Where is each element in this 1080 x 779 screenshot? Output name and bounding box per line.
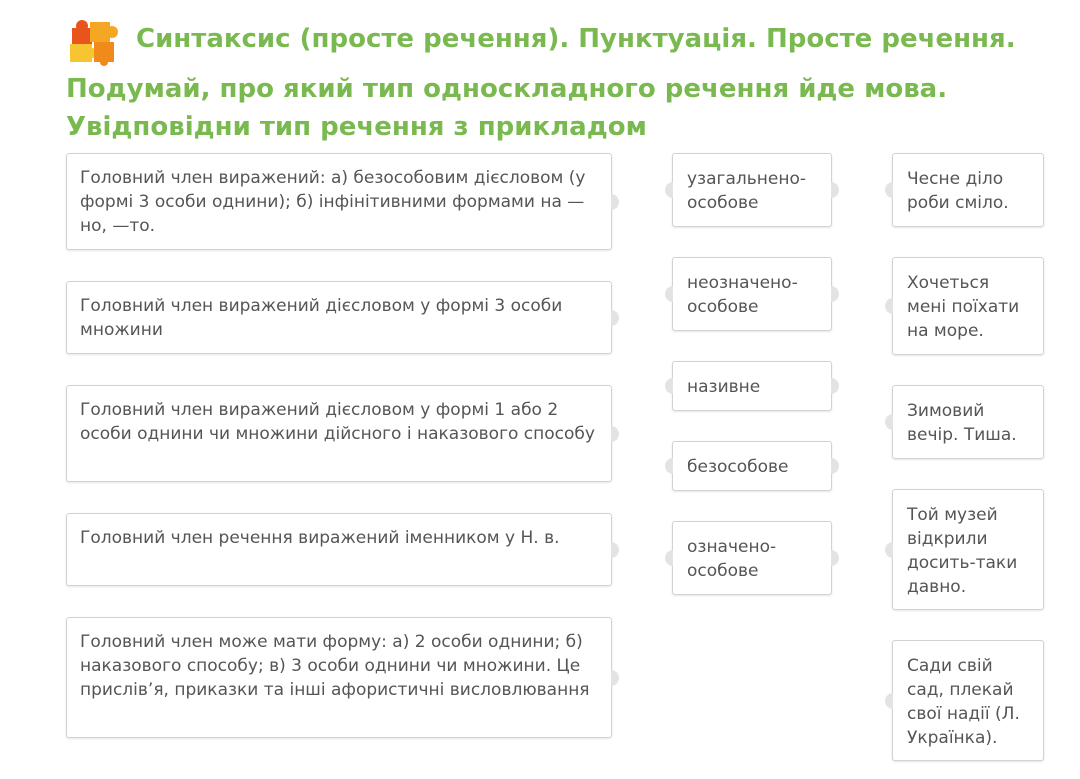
example-card[interactable] [892, 257, 1044, 355]
type-card[interactable] [672, 361, 832, 411]
connector-knob [665, 182, 673, 198]
type-card[interactable] [672, 521, 832, 595]
question-line-1: Подумай, про який тип односкладного речення йде мова. [66, 74, 948, 104]
type-text: узагальнено-особове [687, 169, 806, 213]
example-text: Сади свій сад, плекай свої надії (Л. Українка). [907, 656, 1020, 748]
connector-knob [611, 310, 619, 326]
type-text: неозначено-особове [687, 273, 798, 317]
definition-text: Головний член виражений дієсловом у формі 1 або 2 особи однини чи множини дійсного і наказового способу [80, 400, 595, 444]
connector-knob [831, 182, 839, 198]
connector-knob [665, 378, 673, 394]
definition-card[interactable] [66, 385, 612, 482]
type-text: безособове [687, 457, 789, 477]
example-text: Чесне діло роби сміло. [907, 169, 1009, 213]
type-card[interactable] [672, 153, 832, 227]
connector-knob [831, 286, 839, 302]
example-card[interactable] [892, 153, 1044, 227]
definition-card[interactable] [66, 617, 612, 738]
connector-knob [885, 298, 893, 314]
example-text: Хочеться мені поїхати на море. [907, 273, 1020, 341]
example-text: Зимовий вечір. Тиша. [907, 401, 1017, 445]
definition-text: Головний член виражений: а) безособовим дієсловом (у формі 3 особи однини); б) інфінітивними формами на —но, —то. [80, 168, 586, 236]
connector-knob [831, 458, 839, 474]
connector-knob [885, 182, 893, 198]
type-card[interactable] [672, 441, 832, 491]
example-card[interactable] [892, 640, 1044, 761]
connector-knob [611, 426, 619, 442]
question-line-2: Увідповідни тип речення з прикладом [66, 112, 647, 142]
connector-knob [665, 458, 673, 474]
connector-knob [831, 378, 839, 394]
definition-text: Головний член виражений дієсловом у формі 3 особи множини [80, 296, 563, 340]
definition-text: Головний член речення виражений іменником у Н. в. [80, 528, 560, 548]
definition-card[interactable] [66, 513, 612, 586]
connector-knob [831, 550, 839, 566]
definition-card[interactable] [66, 281, 612, 354]
type-card[interactable] [672, 257, 832, 331]
connector-knob [611, 194, 619, 210]
connector-knob [885, 693, 893, 709]
connector-knob [611, 542, 619, 558]
connector-knob [665, 550, 673, 566]
connector-knob [885, 414, 893, 430]
puzzle-icon [66, 18, 122, 66]
type-text: називне [687, 377, 761, 397]
connector-knob [885, 542, 893, 558]
connector-knob [611, 670, 619, 686]
connector-knob [665, 286, 673, 302]
example-card[interactable] [892, 489, 1044, 610]
activity-title: Синтаксис (просте речення). Пунктуація. Просте речення. [136, 24, 1016, 54]
example-text: Той музей відкрили досить-таки давно. [907, 505, 1018, 597]
example-card[interactable] [892, 385, 1044, 459]
definition-card[interactable] [66, 153, 612, 250]
definition-text: Головний член може мати форму: а) 2 особи однини; б) наказового способу; в) 3 особи однини чи множини. Це прислів’я, приказки та інші афористичні висловлювання [80, 632, 590, 700]
type-text: означено-особове [687, 537, 777, 581]
